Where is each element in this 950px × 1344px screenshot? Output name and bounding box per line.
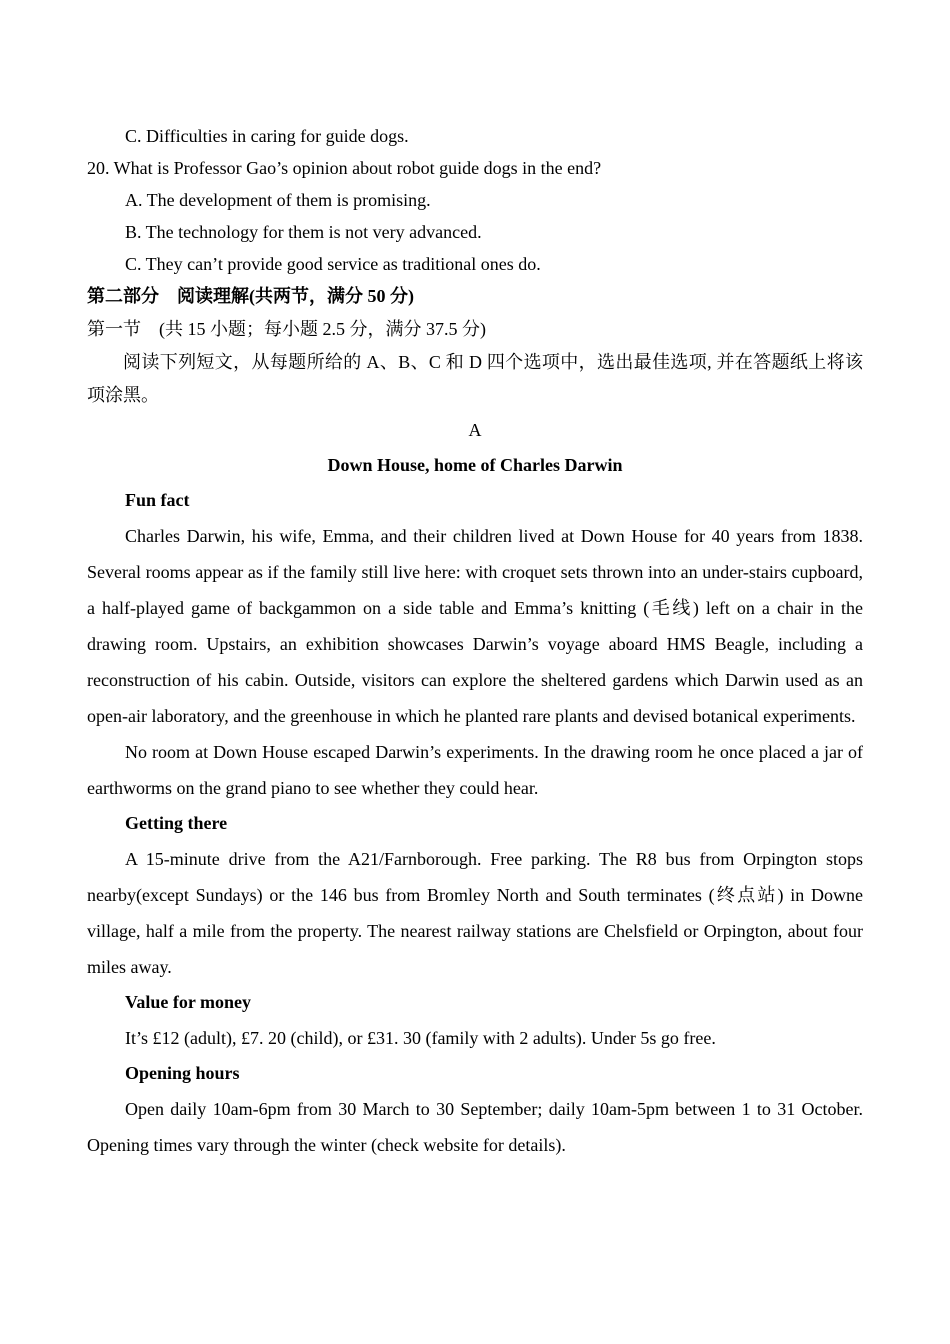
q19-option-c: C. Difficulties in caring for guide dogs. [125,126,409,146]
section1-title: 第一节 (共 15 小题；每小题 2.5 分，满分 37.5 分) [87,319,486,339]
instructions: 阅读下列短文，从每题所给的 A、B、C 和 D 四个选项中，选出最佳选项, 并在答题纸上将该项涂黑。 [87,352,863,405]
paragraph: Charles Darwin, his wife, Emma, and their children lived at Down House for 40 years from 1838. Several rooms appear as if the family still live here: with croquet sets thrown into an under-stairs cupboard, a half-played game of backgammon on a side table and Emma’s knitting (毛线) left on a chair in the drawing room. Upstairs, an exhibition showcases Darwin’s voyage aboard HMS Beagle, including a reconstruction of his cabin. Outside, visitors can explore the sheltered gardens which Darwin used as an open-air laboratory, and the greenhouse in which he planted rare plants and devised botanical experiments. [87,526,863,726]
q20-option-a: A. The development of them is promising. [125,190,431,210]
q20-option-b: B. The technology for them is not very advanced. [125,222,482,242]
paragraph: No room at Down House escaped Darwin’s experiments. In the drawing room he once placed a jar of earthworms on the grand piano to see whether they could hear. [87,742,863,798]
passage-label: A [468,420,482,440]
paragraph: It’s £12 (adult), £7. 20 (child), or £31. 30 (family with 2 adults). Under 5s go free. [125,1028,716,1048]
q20-option-c: C. They can’t provide good service as traditional ones do. [125,254,541,274]
exam-page [87,120,863,1163]
paragraph: Open daily 10am-6pm from 30 March to 30 September; daily 10am-5pm between 1 to 31 October. Opening times vary through the winter (check website for details). [87,1099,863,1155]
part2-title: 第二部分 阅读理解(共两节，满分 50 分) [87,286,414,306]
paragraph: A 15-minute drive from the A21/Farnborough. Free parking. The R8 bus from Orpington stops nearby(except Sundays) or the 146 bus from Bromley North and South terminates (终点站) in Downe village, half a mile from the property. The nearest railway stations are Chelsfield or Orpington, about four miles away. [87,849,863,977]
heading-opening-hours: Opening hours [125,1063,240,1083]
heading-getting-there: Getting there [125,813,228,833]
passage-title: Down House, home of Charles Darwin [327,455,623,475]
heading-value-for-money: Value for money [125,992,251,1012]
q20-question: 20. What is Professor Gao’s opinion about robot guide dogs in the end? [87,158,602,178]
heading-fun-fact: Fun fact [125,490,190,510]
